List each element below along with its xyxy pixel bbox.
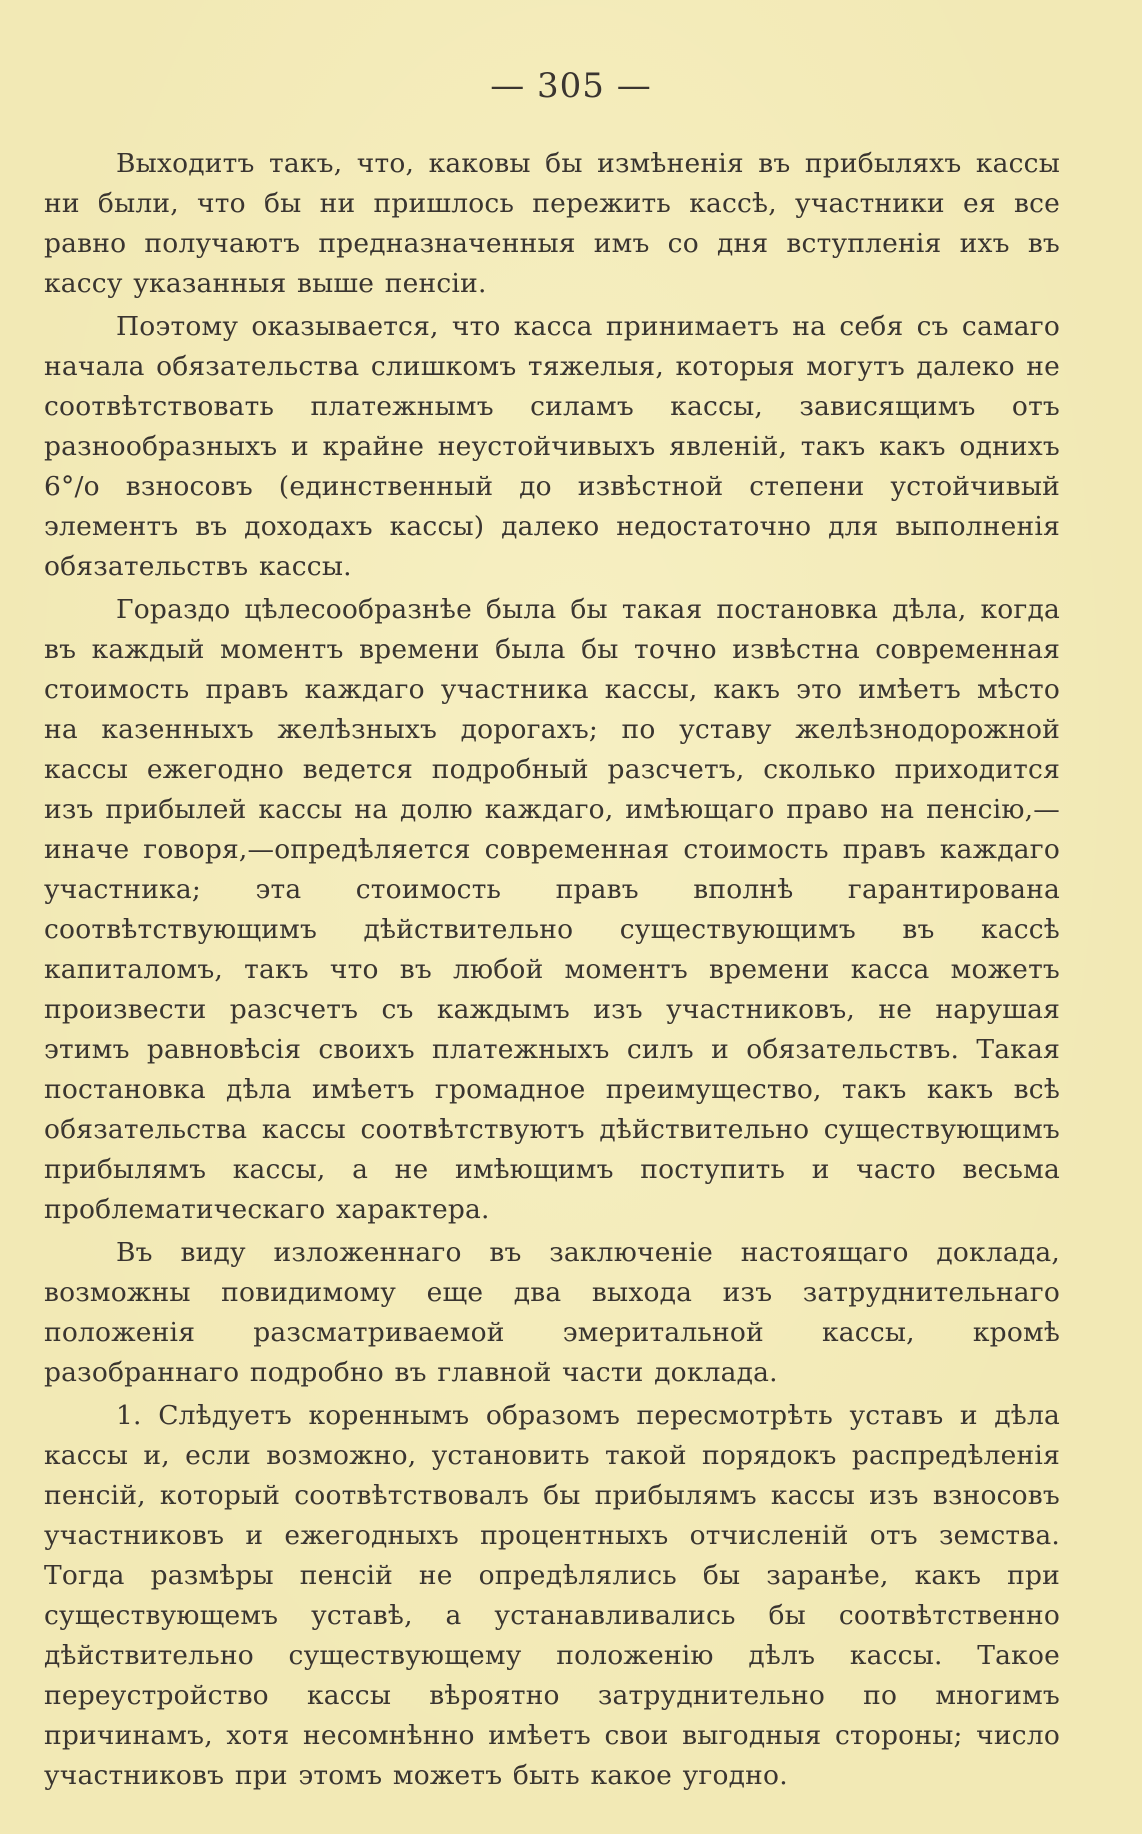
paragraph-5: 1. Слѣдуетъ кореннымъ образомъ пересмотрѣть уставъ и дѣла кассы и, если возможно, установить такой порядокъ распредѣленія пенсій, который соотвѣтствовалъ бы прибылямъ кассы изъ взносовъ участниковъ и ежегодныхъ процентныхъ отчисленій отъ земства. Тогда размѣры пенсій не опредѣлялись бы заранѣе, какъ при существующемъ уставѣ, а устанавливались бы соотвѣтственно дѣйствительно существующему положенію дѣлъ кассы. Такое переустройство кассы вѣроятно затруднительно по многимъ причинамъ, хотя несомнѣнно имѣетъ свои выгодныя стороны; число участниковъ при этомъ можетъ быть какое угодно. [44,1400,1060,1791]
paragraph-2: Поэтому оказывается, что касса принимаетъ на себя съ самаго начала обязательства слишкомъ тяжелыя, которыя могутъ далеко не соотвѣтствовать платежнымъ силамъ кассы, зависящимъ отъ разнообразныхъ и крайне неустойчивыхъ явленій, такъ какъ однихъ 6°/о взносовъ (единственный до извѣстной степени устойчивый элементъ въ доходахъ кассы) далеко недостаточно для выполненія обязательствъ кассы. [44,311,1060,582]
paragraph-1: Выходитъ такъ, что, каковы бы измѣненія въ прибыляхъ кассы ни были, что бы ни пришлось пережить кассѣ, участники ея все равно получаютъ предназначенныя имъ со дня вступленія ихъ въ кассу указанныя выше пенсіи. [44,148,1060,299]
page-number: — 305 — [490,66,652,106]
paragraph-4: Въ виду изложеннаго въ заключеніе настоящаго доклада, возможны повидимому еще два выхода изъ затруднительнаго положенія разсматриваемой эмеритальной кассы, кромѣ разобраннаго подробно въ главной части доклада. [44,1237,1060,1388]
paragraph-3: Гораздо цѣлесообразнѣе была бы такая постановка дѣла, когда въ каждый моментъ времени была бы точно извѣстна современная стоимость правъ каждаго участника кассы, какъ это имѣетъ мѣсто на казенныхъ желѣзныхъ дорогахъ; по уставу желѣзнодорожной кассы ежегодно ведется подробный разсчетъ, сколько приходится изъ прибылей кассы на долю каждаго, имѣющаго право на пенсію,—иначе говоря,—опредѣляется современная стоимость правъ каждаго участника; эта стоимость правъ вполнѣ гарантирована соотвѣтствующимъ дѣйствительно существующимъ въ кассѣ капиталомъ, такъ что въ любой моментъ времени касса можетъ произвести разсчетъ съ каждымъ изъ участниковъ, не нарушая этимъ равновѣсія своихъ платежныхъ силъ и обязательствъ. Такая постановка дѣла имѣетъ громадное преимущество, такъ какъ всѣ обязательства кассы соотвѣтствуютъ дѣйствительно существующимъ прибылямъ кассы, а не имѣющимъ поступить и часто весьма проблематическаго характера. [44,594,1060,1225]
